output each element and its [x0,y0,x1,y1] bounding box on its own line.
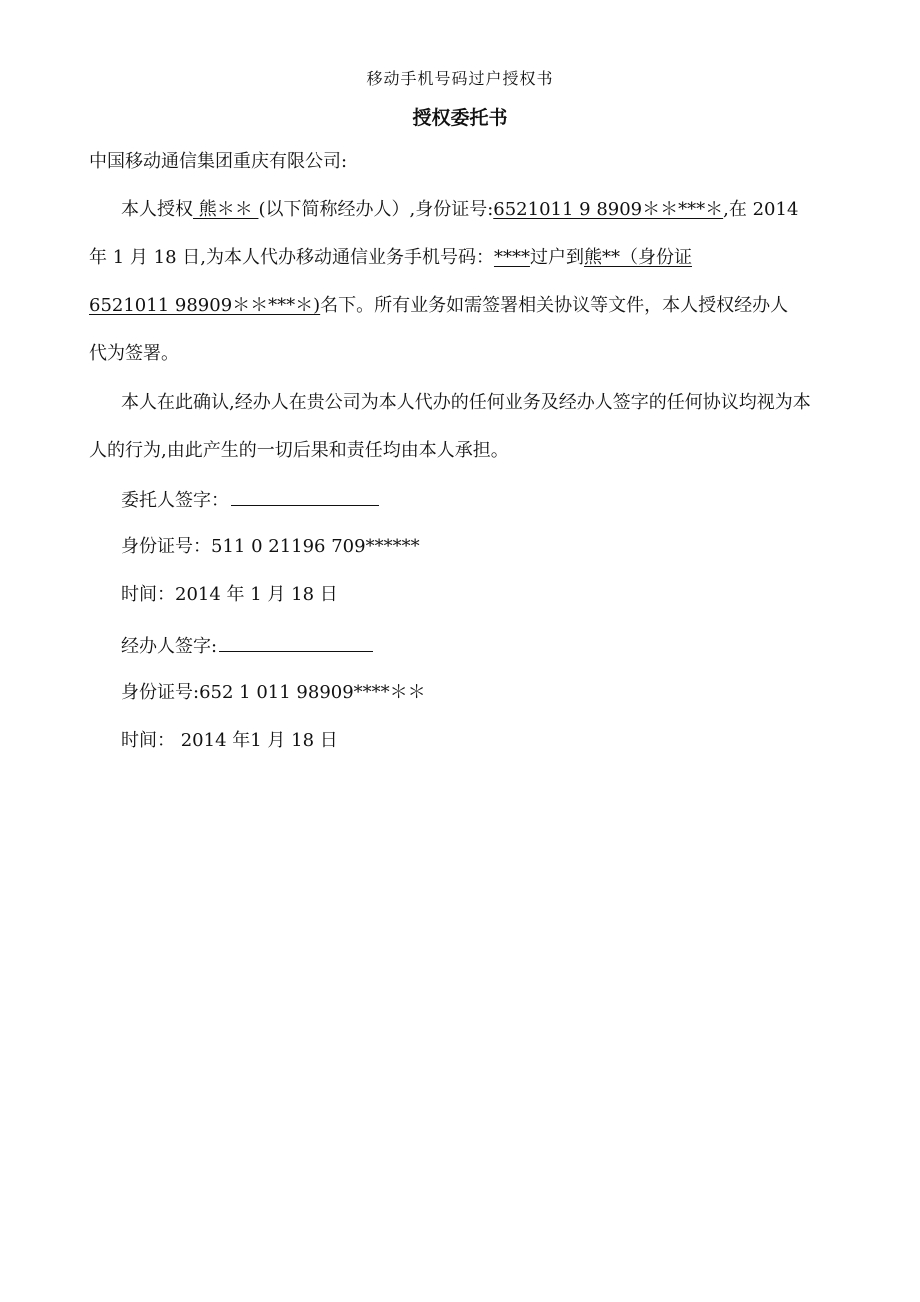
principal-date-label: 时间： [121,584,175,605]
principal-signature-field[interactable] [231,487,379,506]
principal-id-row [121,535,420,559]
principal-date-value: 2014 年 1 月 18 日 [175,584,338,605]
confirmation-line-2: 人的行为,由此产生的一切后果和责任均由本人承担。 [89,440,509,461]
agent-id-number: 6521011 9 8909＊＊***＊ [493,199,724,220]
principal-date-row [121,583,338,607]
authorization-line-2 [89,246,692,270]
recipient-line: 中国移动通信集团重庆有限公司: [89,151,348,172]
agent-date-row [121,729,338,753]
agent-id-row [121,681,426,705]
principal-signature-row [121,487,379,513]
date-start: ,在 2014 [723,199,799,220]
agent-signature-label: 经办人签字: [121,636,218,657]
agent-id-label: 身份证号: [121,682,200,703]
principal-id-value: 511 0 21196 709****** [211,536,420,557]
phone-number: **** [493,247,530,268]
transfer-target-id: 6521011 98909＊＊***＊) [89,295,321,316]
agent-date-value: 2014 年1 月 18 日 [175,730,338,751]
date-and-purpose: 年 1 月 18 日,为本人代办移动通信业务手机号码： [89,247,494,268]
document-title: 授权委托书 [412,107,508,129]
confirmation-line-1: 本人在此确认,经办人在贵公司为本人代办的任何业务及经办人签字的任何协议均视为本 [121,392,811,413]
authorization-line-4: 代为签署。 [89,343,179,364]
principal-signature-label: 委托人签字： [121,490,229,511]
running-header: 移动手机号码过户授权书 [366,69,554,88]
signing-authorization: 名下。所有业务如需签署相关协议等文件，本人授权经办人 [320,295,789,316]
agent-signature-row [121,633,373,659]
agent-reference: (以下简称经办人）,身份证号: [258,199,494,220]
authorization-line-1 [121,198,798,222]
transfer-text: 过户到 [529,247,584,268]
authorization-prefix: 本人授权 [121,199,193,220]
agent-id-value: 652 1 011 98909****＊＊ [199,682,426,703]
agent-name: 熊＊＊ [193,199,259,220]
agent-date-label: 时间： [121,730,175,751]
transfer-target: 熊**（身份证 [583,247,692,268]
authorization-line-3 [89,294,788,318]
principal-id-label: 身份证号： [121,536,211,557]
agent-signature-field[interactable] [219,633,373,652]
